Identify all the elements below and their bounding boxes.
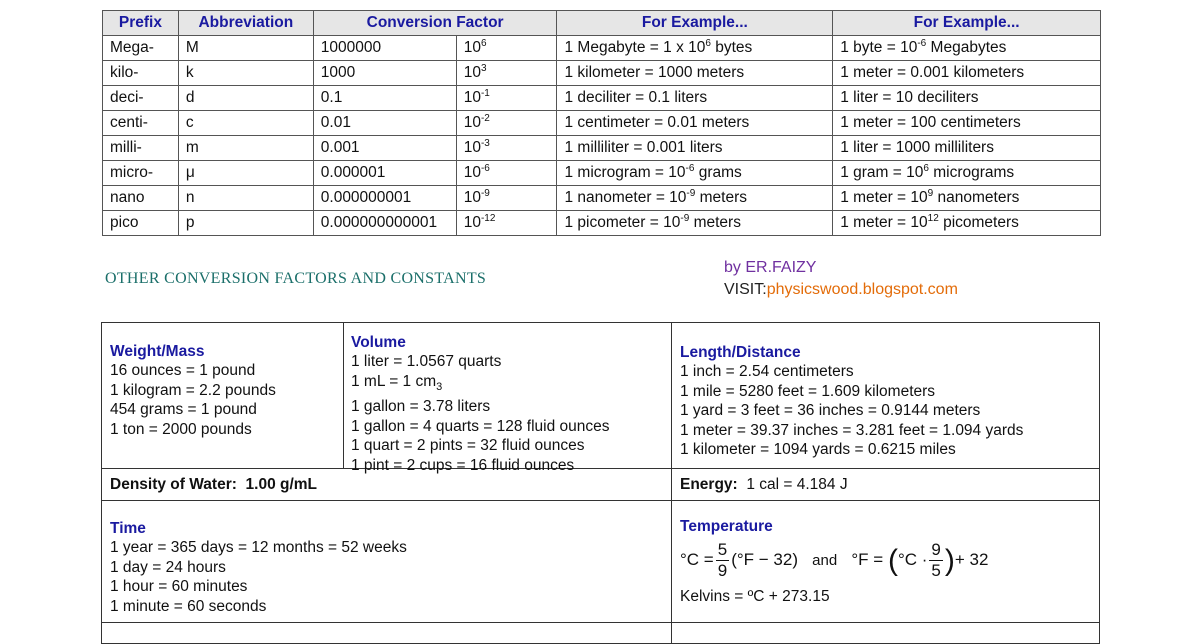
- column-header: Conversion Factor: [313, 11, 557, 36]
- example-text: 1 microgram = 10: [564, 164, 686, 181]
- example-text: micrograms: [928, 164, 1015, 181]
- example-cell: [833, 36, 1101, 61]
- time-line: 1 hour = 60 minutes: [110, 578, 248, 596]
- example-text: 1 liter = 10 deciliters: [840, 89, 979, 106]
- temperature-title: Temperature: [680, 518, 773, 535]
- example-cell: [833, 136, 1101, 161]
- weight-line: 1 ton = 2000 pounds: [110, 420, 252, 438]
- example-text: meters: [689, 214, 741, 231]
- weight-line: 454 grams = 1 pound: [110, 401, 257, 419]
- prefix-cell: centi-: [103, 111, 179, 136]
- time-line: 1 year = 365 days = 12 months = 52 weeks: [110, 539, 407, 557]
- length-title: Length/Distance: [680, 344, 801, 361]
- power-base: 10: [463, 39, 481, 56]
- length-line: 1 meter = 39.37 inches = 3.281 feet = 1.094 yards: [680, 421, 1024, 439]
- prefix-cell: deci-: [103, 86, 179, 111]
- volume-line: 1 gallon = 4 quarts = 128 fluid ounces: [351, 417, 610, 435]
- example-text: 1 Megabyte = 1 x 10: [564, 39, 706, 56]
- example-cell: [557, 61, 833, 86]
- example-exponent: 6: [923, 163, 929, 174]
- decimal-factor-cell: 1000000: [313, 36, 456, 61]
- power-exponent: 6: [480, 38, 487, 49]
- density-label: Density of Water:: [110, 476, 237, 493]
- length-line: 1 yard = 3 feet = 36 inches = 0.9144 meters: [680, 402, 981, 420]
- fraction-denominator: 5: [931, 561, 941, 581]
- abbreviation-cell: m: [178, 136, 313, 161]
- power-exponent: -2: [480, 113, 490, 124]
- volume-section: [343, 333, 610, 475]
- example-cell: [557, 161, 833, 186]
- time-section: [102, 519, 407, 616]
- power-factor-cell: [456, 186, 557, 211]
- example-text: grams: [694, 164, 742, 181]
- example-text: 1 kilometer = 1000 meters: [564, 64, 745, 81]
- length-line: 1 inch = 2.54 centimeters: [680, 363, 854, 381]
- weight-mass-section: [102, 342, 276, 439]
- example-text: 1 milliliter = 0.001 liters: [564, 139, 723, 156]
- decimal-factor-cell: 0.000000001: [313, 186, 456, 211]
- prefix-cell: kilo-: [103, 61, 179, 86]
- time-line: 1 day = 24 hours: [110, 558, 226, 576]
- example-text: Megabytes: [926, 39, 1007, 56]
- author: by ER.FAIZY: [724, 259, 817, 276]
- decimal-factor-cell: 0.001: [313, 136, 456, 161]
- volume-line: 1 quart = 2 pints = 32 fluid ounces: [351, 437, 585, 455]
- power-base: 10: [463, 114, 481, 131]
- example-exponent: 9: [927, 188, 934, 199]
- table-row: [103, 86, 1101, 111]
- example-cell: [833, 211, 1101, 236]
- celsius-lhs: °C =: [680, 550, 714, 570]
- power-exponent: 3: [480, 63, 487, 74]
- byline: [724, 257, 958, 301]
- example-text: 1 deciliter = 0.1 liters: [564, 89, 708, 106]
- fahrenheit-rhs: + 32: [954, 550, 989, 570]
- density-value: 1.00 g/mL: [245, 476, 318, 493]
- time-title: Time: [110, 520, 146, 537]
- example-text: 1 nanometer = 10: [564, 189, 687, 206]
- fraction-numerator: 5: [717, 540, 728, 560]
- example-exponent: 6: [705, 38, 711, 49]
- length-section: [672, 343, 1023, 459]
- example-text: 1 meter = 10: [840, 189, 928, 206]
- column-header: For Example...: [557, 11, 833, 36]
- example-cell: [557, 36, 833, 61]
- decimal-factor-cell: 0.000001: [313, 161, 456, 186]
- example-text: 1 meter = 10: [840, 214, 928, 231]
- table-row: [103, 61, 1101, 86]
- power-exponent: -6: [480, 163, 490, 174]
- abbreviation-cell: k: [178, 61, 313, 86]
- power-factor-cell: [456, 161, 557, 186]
- power-base: 10: [463, 64, 481, 81]
- example-text: 1 meter = 100 centimeters: [840, 114, 1021, 131]
- example-text: 1 liter = 1000 milliliters: [840, 139, 994, 156]
- fraction-numerator: 9: [931, 540, 941, 560]
- example-cell: [833, 186, 1101, 211]
- weight-line: 16 ounces = 1 pound: [110, 362, 256, 380]
- example-exponent: -6: [685, 163, 695, 174]
- energy: [672, 475, 848, 494]
- column-header: For Example...: [833, 11, 1101, 36]
- column-header: Abbreviation: [178, 11, 313, 36]
- abbreviation-cell: n: [178, 186, 313, 211]
- volume-line: 1 pint = 2 cups = 16 fluid ounces: [351, 456, 575, 474]
- prefix-cell: nano: [103, 186, 179, 211]
- table-row: [103, 136, 1101, 161]
- example-cell: [557, 111, 833, 136]
- decimal-factor-cell: 0.000000000001: [313, 211, 456, 236]
- decimal-factor-cell: 0.01: [313, 111, 456, 136]
- abbreviation-cell: p: [178, 211, 313, 236]
- table-row: [103, 186, 1101, 211]
- power-base: 10: [463, 139, 481, 156]
- cm-exponent: 3: [436, 380, 443, 393]
- power-factor-cell: [456, 211, 557, 236]
- temperature-formula: °C = $\frac{5}{9}$ (°F − 32) and °F = (°C · $\frac{9}{5}$ )+ 32: [680, 540, 989, 581]
- prefix-table: [102, 10, 1101, 236]
- decimal-factor-cell: 0.1: [313, 86, 456, 111]
- example-text: 1 gram = 10: [840, 164, 924, 181]
- example-text: meters: [695, 189, 748, 206]
- table-row: [103, 111, 1101, 136]
- abbreviation-cell: c: [178, 111, 313, 136]
- abbreviation-cell: μ: [178, 161, 313, 186]
- power-factor-cell: [456, 36, 557, 61]
- abbreviation-cell: d: [178, 86, 313, 111]
- example-cell: [557, 86, 833, 111]
- weight-line: 1 kilogram = 2.2 pounds: [110, 381, 276, 399]
- prefix-table-header: [103, 11, 1101, 36]
- power-base: 10: [463, 214, 481, 231]
- prefix-cell: micro-: [103, 161, 179, 186]
- volume-line: 1 mL = 1 $cm_3$: [351, 372, 443, 393]
- energy-value: 1 cal = 4.184 J: [746, 476, 848, 493]
- section-title: OTHER CONVERSION FACTORS AND CONSTANTS: [105, 270, 487, 287]
- decimal-factor-cell: 1000: [313, 61, 456, 86]
- table-row: [103, 161, 1101, 186]
- example-exponent: -9: [680, 213, 690, 224]
- weight-mass-title: Weight/Mass: [110, 343, 205, 360]
- volume-line: 1 liter = 1.0567 quarts: [351, 353, 502, 371]
- example-text: 1 picometer = 10: [564, 214, 681, 231]
- energy-label: Energy:: [680, 476, 738, 493]
- constants-box: [101, 322, 1100, 644]
- example-cell: [557, 136, 833, 161]
- fahrenheit-inner: °C ·: [897, 550, 928, 570]
- table-row: [103, 211, 1101, 236]
- visit-label: VISIT:: [724, 281, 767, 298]
- power-factor-cell: [456, 61, 557, 86]
- prefix-cell: Mega-: [103, 36, 179, 61]
- example-exponent: -6: [917, 38, 927, 49]
- density-of-water: [102, 475, 317, 494]
- example-cell: [833, 86, 1101, 111]
- example-cell: [833, 161, 1101, 186]
- kelvin-formula: Kelvins = ºC + 273.15: [680, 588, 830, 606]
- example-text: 1 meter = 0.001 kilometers: [840, 64, 1025, 81]
- power-factor-cell: [456, 86, 557, 111]
- example-text: bytes: [710, 39, 753, 56]
- celsius-rhs: (°F − 32): [731, 550, 798, 570]
- fahrenheit-lhs: °F =: [851, 550, 884, 570]
- prefix-cell: pico: [103, 211, 179, 236]
- volume-line: 1 gallon = 3.78 liters: [351, 398, 491, 416]
- volume-title: Volume: [351, 334, 406, 351]
- time-line: 1 minute = 60 seconds: [110, 597, 267, 615]
- blog-link[interactable]: physicswood.blogspot.com: [766, 281, 958, 298]
- power-exponent: -12: [480, 213, 496, 224]
- power-exponent: -1: [480, 88, 490, 99]
- power-base: 10: [463, 89, 481, 106]
- example-cell: [833, 111, 1101, 136]
- example-text: picometers: [938, 214, 1019, 231]
- temperature-section: [672, 517, 988, 607]
- fraction-denominator: 9: [717, 561, 728, 581]
- example-text: 1 centimeter = 0.01 meters: [564, 114, 750, 131]
- power-exponent: -3: [480, 138, 490, 149]
- example-exponent: -9: [686, 188, 696, 199]
- power-base: 10: [463, 164, 481, 181]
- table-row: [103, 36, 1101, 61]
- length-line: 1 mile = 5280 feet = 1.609 kilometers: [680, 382, 936, 400]
- example-cell: [833, 61, 1101, 86]
- example-cell: [557, 211, 833, 236]
- example-text: 1 byte = 10: [840, 39, 918, 56]
- example-cell: [557, 186, 833, 211]
- example-exponent: 12: [927, 213, 939, 224]
- and-text: and: [812, 552, 838, 570]
- power-base: 10: [463, 189, 481, 206]
- prefix-cell: milli-: [103, 136, 179, 161]
- power-factor-cell: [456, 136, 557, 161]
- length-line: 1 kilometer = 1094 yards = 0.6215 miles: [680, 441, 956, 459]
- power-exponent: -9: [480, 188, 490, 199]
- column-header: Prefix: [103, 11, 179, 36]
- power-factor-cell: [456, 111, 557, 136]
- abbreviation-cell: M: [178, 36, 313, 61]
- example-text: nanometers: [933, 189, 1020, 206]
